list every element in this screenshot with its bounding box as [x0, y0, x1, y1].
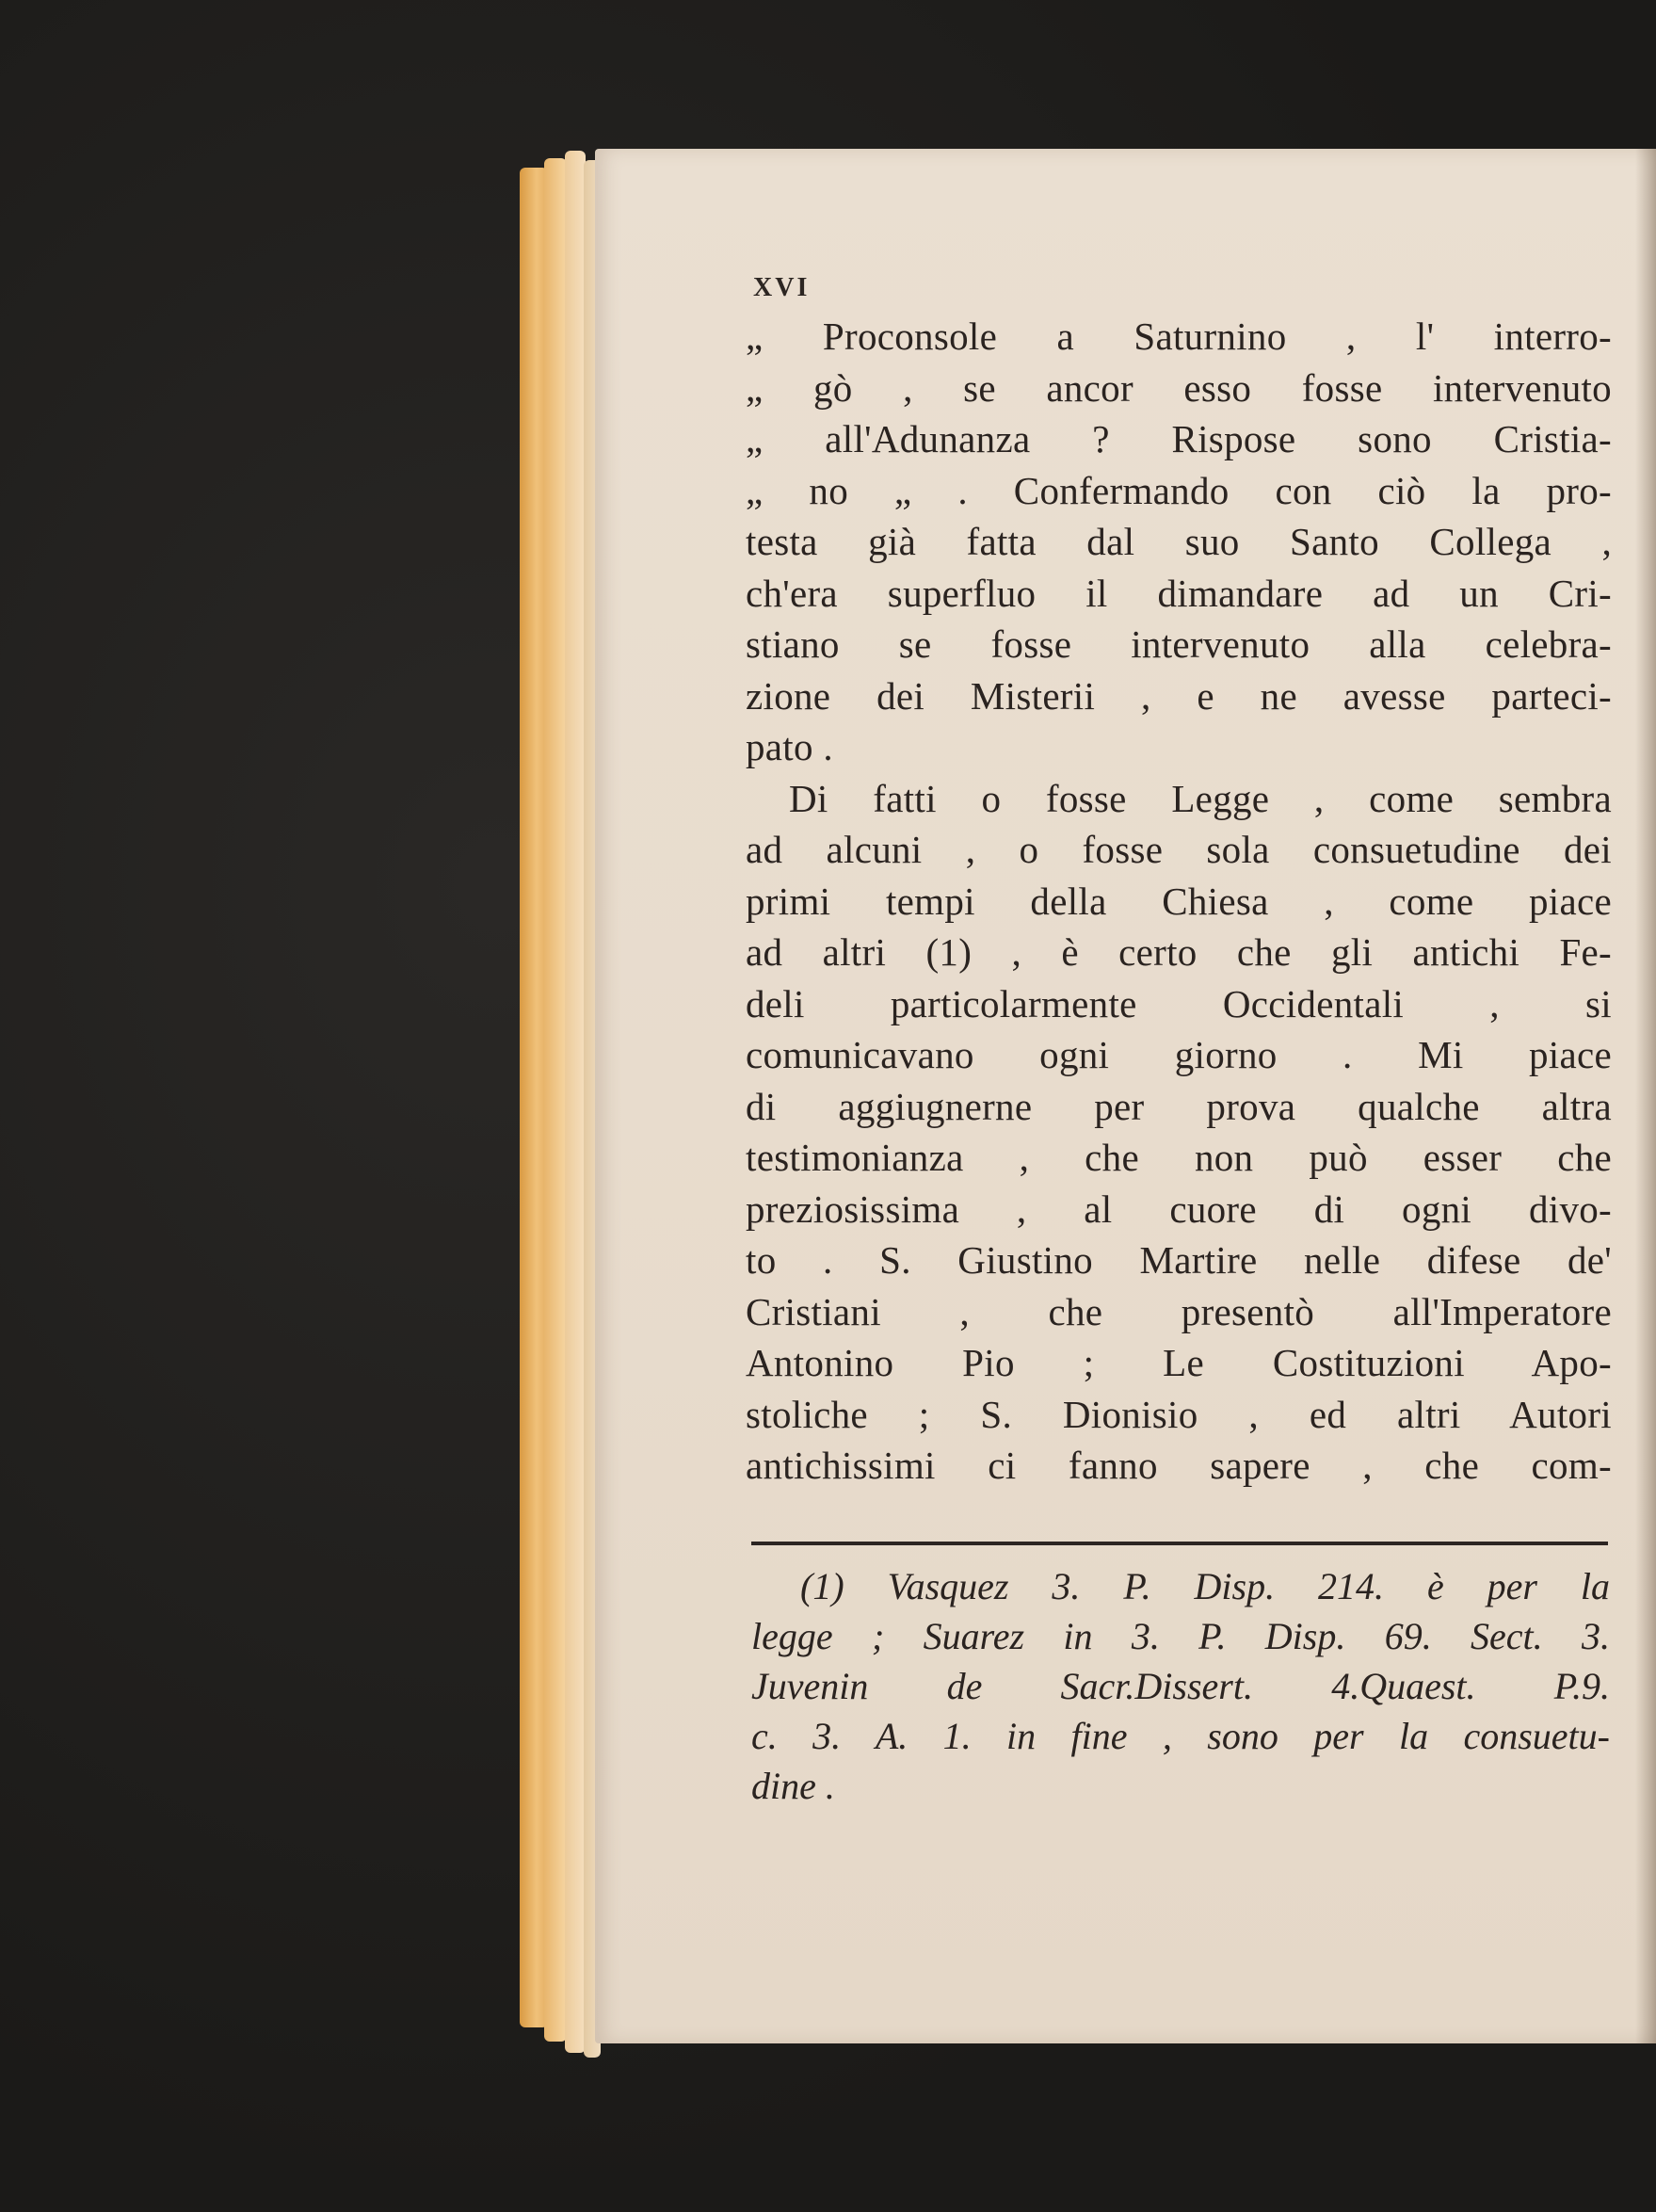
text-line: zione dei Misterii , e ne avesse parteci-: [746, 673, 1612, 718]
text-line: testa già fatta dal suo Santo Collega ,: [746, 520, 1612, 563]
footnote-line: dine .: [751, 1765, 835, 1807]
footnote-line: legge ; Suarez in 3. P. Disp. 69. Sect. 3.: [751, 1615, 1610, 1657]
gutter-shadow: [1635, 149, 1656, 2043]
body-text: [746, 311, 1612, 1492]
page-edge-leaf: [565, 151, 586, 2053]
text-line: „ all'Adunanza ? Rispose sono Cristia-: [746, 417, 1612, 460]
text-line: di aggiugnerne per prova qualche altra: [746, 1084, 1612, 1128]
text-line: deli particolarmente Occidentali , si: [746, 981, 1612, 1025]
text-line: „ gò , se ancor esso fosse intervenuto: [746, 365, 1612, 410]
text-line-paragraph-start: Di fatti o fosse Legge , come sembra: [789, 776, 1612, 820]
footnote-line: (1) Vasquez 3. P. Disp. 214. è per la: [800, 1565, 1610, 1607]
text-line: „ Proconsole a Saturnino , l' interro-: [746, 315, 1612, 358]
text-line: ad altri (1) , è certo che gli antichi Fe-: [746, 930, 1612, 974]
text-line: comunicavano ogni giorno . Mi piace: [746, 1033, 1612, 1076]
text-line: Cristiani , che presentò all'Imperatore: [746, 1289, 1612, 1333]
text-line: antichissimi ci fanno sapere , che com-: [746, 1444, 1612, 1487]
text-line: ch'era superfluo il dimandare ad un Cri-: [746, 571, 1612, 615]
text-line: Antonino Pio ; Le Costituzioni Apo-: [746, 1341, 1612, 1384]
text-line: „ no „ . Confermando con ciò la pro-: [746, 468, 1612, 512]
text-line: to . S. Giustino Martire nelle difese de': [746, 1238, 1612, 1282]
footnote-line: c. 3. A. 1. in fine , sono per la consuetu-: [751, 1715, 1610, 1757]
text-line: testimonianza , che non può esser che: [746, 1136, 1612, 1179]
text-line: ad alcuni , o fosse sola consuetudine dei: [746, 828, 1612, 871]
text-line: stiano se fosse intervenuto alla celebra-: [746, 622, 1612, 666]
page-edge-leaf: [544, 158, 567, 2042]
footnote-line: Juvenin de Sacr.Dissert. 4.Quaest. P.9.: [751, 1665, 1610, 1707]
book-page: [595, 149, 1656, 2043]
text-line: primi tempi della Chiesa , come piace: [746, 879, 1612, 923]
text-line: stoliche ; S. Dionisio , ed altri Autori: [746, 1392, 1612, 1436]
footnote: [751, 1561, 1610, 1811]
text-line: preziosissima , al cuore di ogni divo-: [746, 1187, 1612, 1231]
text-line: pato .: [746, 725, 833, 768]
footnote-rule: [751, 1542, 1608, 1545]
running-head-page-number: XVI: [753, 273, 811, 302]
